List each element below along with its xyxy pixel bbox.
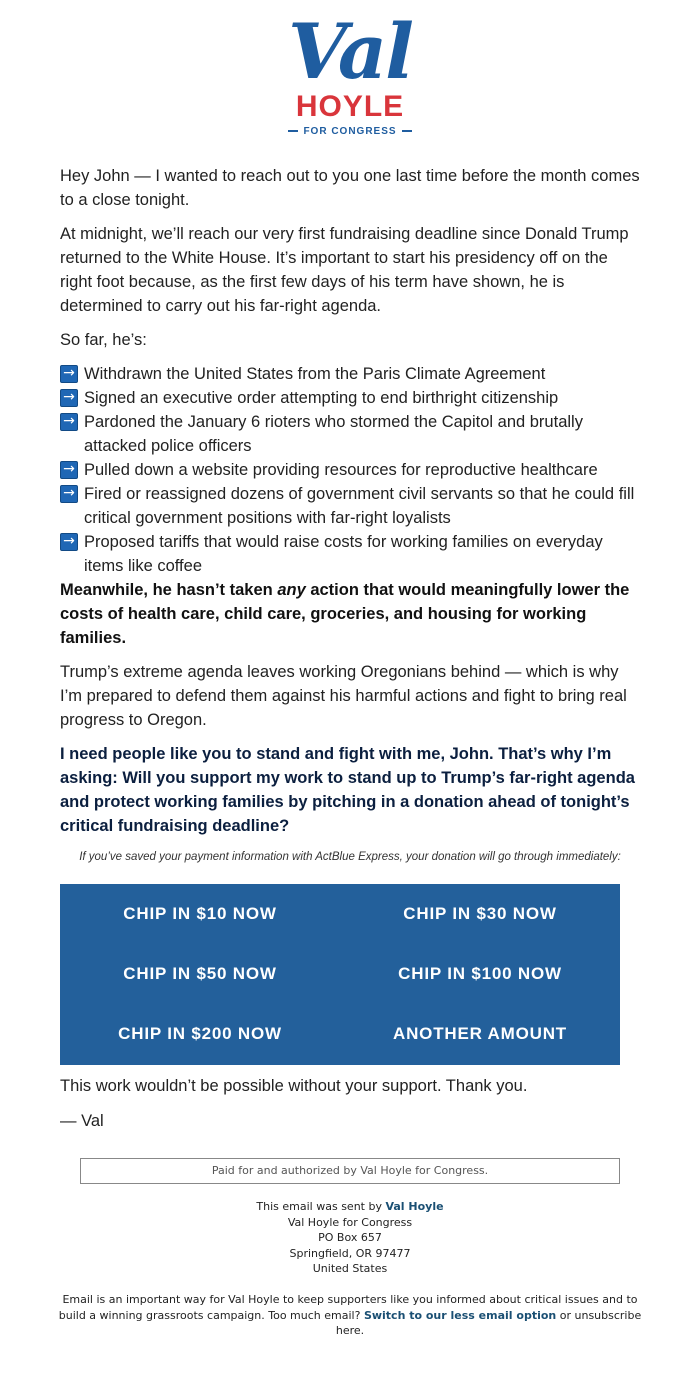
list-item [60,482,640,530]
po-box: PO Box 657 [318,1231,382,1244]
right-arrow-icon: → [60,389,78,407]
right-arrow-icon: → [60,533,78,551]
another-amount-button[interactable]: ANOTHER AMOUNT [393,1024,567,1043]
footer-email-preferences [58,1292,642,1339]
actions-list [60,362,640,578]
meanwhile-text-a: Meanwhile, he hasn’t taken [60,581,278,599]
list-item-text: Fired or reassigned dozens of government civil servants so that he could fill critical government positions with far-right loyalists [84,485,635,527]
right-arrow-icon: → [60,485,78,503]
list-item-text: Signed an executive order attempting to end birthright citizenship [84,389,559,407]
meanwhile-emphasis: any [277,581,306,599]
meanwhile-paragraph [60,578,640,650]
campaign-logo [0,7,700,140]
list-item-text: Proposed tariffs that would raise costs for working families on everyday items like coffee [84,533,603,575]
paid-for-disclaimer: Paid for and authorized by Val Hoyle for Congress. [80,1158,620,1184]
email-pref-or: or [556,1308,575,1322]
sent-by-line [60,1199,640,1215]
logo-tagline-text: FOR CONGRESS [303,126,397,137]
right-arrow-icon: → [60,461,78,479]
chip-in-10-button[interactable]: CHIP IN $10 NOW [123,904,277,923]
list-item [60,458,640,482]
so-far-label: So far, he’s: [60,331,147,349]
org-name: Val Hoyle for Congress [287,1215,413,1229]
chip-in-100-button[interactable]: CHIP IN $100 NOW [398,964,562,983]
list-item [60,386,640,410]
logo-last-name: HOYLE [295,90,405,123]
chip-in-200-button[interactable]: CHIP IN $200 NOW [118,1024,282,1043]
greeting-paragraph: Hey John — I wanted to reach out to you one last time before the month comes to a close tonight. [60,167,640,209]
donation-grid [60,884,620,1065]
list-item-text: Pardoned the January 6 rioters who stormed the Capitol and brutally attacked police officers [84,413,583,455]
email-pref-text: Email is an important way for Val Hoyle to keep supporters like you informed about critical issues and to build a winning grassroots campaign. Too much email? [58,1293,638,1322]
city-line: Springfield, OR 97477 [289,1246,411,1260]
meanwhile-text-b: action that would meaningfully lower the costs of health care, child care, groceries, and housing for working families. [60,581,630,647]
less-email-link[interactable]: Switch to our less email option [363,1308,557,1322]
unsubscribe-link[interactable]: unsubscribe here [335,1308,642,1337]
sent-by-prefix: This email was sent by [256,1200,386,1213]
list-item [60,410,640,458]
logo-first-name: Val [287,7,413,96]
right-arrow-icon: → [60,413,78,431]
logo-tagline [270,126,430,138]
right-arrow-icon: → [60,365,78,383]
list-item [60,530,640,578]
agenda-paragraph: Trump’s extreme agenda leaves working Oregonians behind — which is why I’m prepared to defend them against his harmful actions and fight to bring real progress to Oregon. [60,663,627,729]
signoff: — Val [60,1112,104,1130]
email-pref-period: . [360,1324,365,1337]
list-item [60,362,640,386]
country-line: United States [312,1262,388,1275]
deadline-paragraph: At midnight, we’ll reach our very first fundraising deadline since Donald Trump returned to the White House. It’s important to start his presidency off on the right foot because, as the first few days of his term have shown, he is determined to carry out his far-right agenda. [60,225,629,315]
thanks-paragraph: This work wouldn’t be possible without your support. Thank you. [60,1077,528,1095]
list-item-text: Withdrawn the United States from the Paris Climate Agreement [84,365,546,383]
footer-address [60,1199,640,1277]
sent-by-link[interactable]: Val Hoyle [385,1200,444,1213]
chip-in-50-button[interactable]: CHIP IN $50 NOW [123,964,277,983]
list-item-text: Pulled down a website providing resources for reproductive healthcare [84,461,598,479]
chip-in-30-button[interactable]: CHIP IN $30 NOW [403,904,557,923]
ask-paragraph: I need people like you to stand and fight with me, John. That’s why I’m asking: Will you support my work to stand up to Trump’s far-right agenda and protect working families by pitching in a donation ahead of tonight’s critical fundraising deadline? [60,745,635,835]
closing-section [60,1074,640,1144]
email-body [60,164,640,848]
actblue-express-note: If you’ve saved your payment information with ActBlue Express, your donation will go through immediately: [79,851,621,863]
